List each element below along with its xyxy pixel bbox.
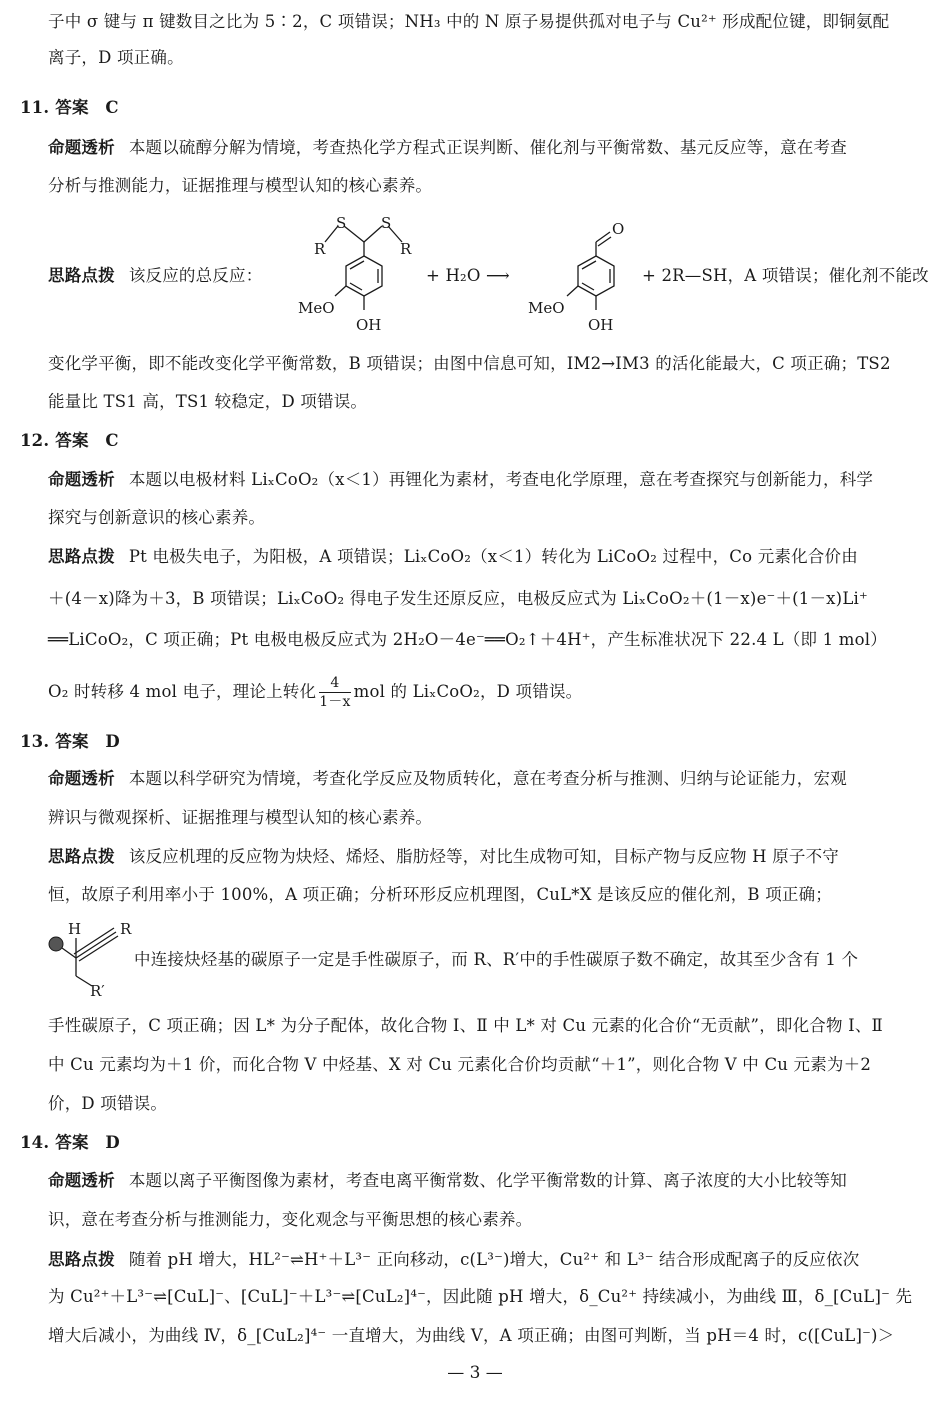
text-span: 随着 pH 增大，HL²⁻⇌H⁺＋L³⁻ 正向移动，c(L³⁻)增大，Cu²⁺ 和 L³⁻ 结合形成配离子的反应依次 [128, 1250, 860, 1269]
q14-hint [48, 1248, 928, 1272]
text-line: 恒，故原子利用率小于 100%，A 项正确；分析环形反应机理图，CuL*X 是该反应的催化剂，B 项正确； [48, 885, 832, 904]
page-number: — 3 — [447, 1363, 503, 1383]
fraction-numerator: 4 [319, 674, 350, 693]
text-line: 探究与创新意识的核心素养。 [48, 508, 266, 527]
q11-answer: 11. 答案 C [20, 98, 119, 117]
text-span: 本题以离子平衡图像为素材，考查电离平衡常数、化学平衡常数的计算、离子浓度的大小比较等知 [128, 1171, 847, 1190]
text-span: 该反应的总反应： [128, 266, 263, 285]
q12-fraction-line [48, 674, 928, 711]
r-label: R [120, 920, 132, 938]
reactant-structure [290, 212, 420, 336]
text-line: 分析与推测能力，证据推理与模型认知的核心素养。 [48, 176, 433, 195]
hydroxyl-label: OH [356, 316, 382, 334]
hint-label: 思路点拨 [48, 847, 115, 866]
intent-label: 命题透析 [48, 1171, 115, 1190]
text-line: 能量比 TS1 高，TS1 较稳定，D 项错误。 [48, 392, 368, 411]
hint-label: 思路点拨 [48, 547, 115, 566]
text-line: 变化学平衡，即不能改变化学平衡常数，B 项错误；由图中信息可知，IM2→IM3 的活化能最大，C 项正确；TS2 [48, 354, 891, 373]
text-line: 识，意在考查分析与推测能力，变化观念与平衡思想的核心素养。 [48, 1210, 533, 1229]
oxygen-label: O [612, 220, 625, 238]
text-line: ══LiCoO₂，C 项正确；Pt 电极电极反应式为 2H₂O－4e⁻══O₂↑＋4H⁺，产生标准状况下 22.4 L（即 1 mol） [48, 630, 887, 649]
q13-answer: 13. 答案 D [20, 732, 120, 751]
hint-label: 思路点拨 [48, 266, 115, 285]
text-line: 中连接炔烃基的碳原子一定是手性碳原子，而 R、R′中的手性碳原子数不确定，故其至少含有 1 个 [134, 950, 859, 969]
methoxy-label: MeO [298, 299, 335, 317]
methoxy-label: MeO [528, 299, 565, 317]
q13-intent [48, 767, 928, 791]
text-line: 为 Cu²⁺＋L³⁻⇌[CuL]⁻、[CuL]⁻＋L³⁻⇌[CuL₂]⁴⁻，因此随 pH 增大，δ_Cu²⁺ 持续减小，为曲线 Ⅲ，δ_[CuL]⁻ 先 [48, 1287, 913, 1306]
text-line: 增大后减小，为曲线 Ⅳ，δ_[CuL₂]⁴⁻ 一直增大，为曲线 Ⅴ，A 项正确；由图可判断，当 pH＝4 时，c([CuL]⁻)＞ [48, 1326, 895, 1345]
hint-label: 思路点拨 [48, 1250, 115, 1269]
q14-intent [48, 1169, 928, 1193]
fraction [319, 674, 350, 711]
text-line: + 2R—SH，A 项错误；催化剂不能改 [642, 266, 929, 285]
q11-intent [48, 136, 928, 160]
text-line: 手性碳原子，C 项正确；因 L* 为分子配体，故化合物 Ⅰ、Ⅱ 中 L* 对 Cu 元素的化合价“无贡献”，即化合物 Ⅰ、Ⅱ [48, 1016, 883, 1035]
text-line: 价，D 项错误。 [48, 1094, 168, 1113]
text-line: 辨识与微观探析、证据推理与模型认知的核心素养。 [48, 808, 433, 827]
sulfur-label: S [336, 214, 347, 232]
text-span: 本题以硫醇分解为情境，考查热化学方程式正误判断、催化剂与平衡常数、基元反应等，意在考查 [128, 138, 847, 157]
text-span: 该反应机理的反应物为炔烃、烯烃、脂肪烃等，对比生成物可知，目标产物与反应物 H 原子不守 [128, 847, 839, 866]
text-span: Pt 电极失电子，为阳极，A 项错误；LiₓCoO₂（x＜1）转化为 LiCoO₂ 过程中，Co 元素化合价由 [128, 547, 858, 566]
product-structure [522, 212, 632, 336]
text-span: 本题以科学研究为情境，考查化学反应及物质转化，意在考查分析与推测、归纳与论证能力，宏观 [128, 769, 847, 788]
q12-answer: 12. 答案 C [20, 431, 119, 450]
fraction-denominator: 1－x [319, 694, 351, 710]
text-line: ＋(4－x)降为＋3，B 项错误；LiₓCoO₂ 得电子发生还原反应，电极反应式为 LiₓCoO₂＋(1－x)e⁻＋(1－x)Li⁺ [48, 589, 868, 608]
hydrogen-label: H [68, 920, 82, 938]
q13-hint [48, 845, 928, 869]
q14-answer: 14. 答案 D [20, 1133, 120, 1152]
q12-intent [48, 468, 928, 492]
r-label: R [314, 240, 326, 258]
text-line: 离子，D 项正确。 [48, 48, 184, 67]
sulfur-label: S [381, 214, 392, 232]
text-span: mol 的 LiₓCoO₂，D 项错误。 [353, 682, 583, 701]
r-label: R [400, 240, 412, 258]
intent-label: 命题透析 [48, 470, 115, 489]
text-span: 本题以电极材料 LiₓCoO₂（x＜1）再锂化为素材，考查电化学原理，意在考查探究与创新能力，科学 [128, 470, 874, 489]
text-span: O₂ 时转移 4 mol 电子，理论上转化 [48, 682, 317, 701]
r-prime-label: R′ [90, 982, 105, 1000]
text-line: 子中 σ 键与 π 键数目之比为 5∶2，C 项错误；NH₃ 中的 N 原子易提供孤对电子与 Cu²⁺ 形成配位键，即铜氨配 [48, 12, 890, 31]
water-arrow: + H₂O ⟶ [426, 266, 510, 285]
text-line: 中 Cu 元素均为＋1 价，而化合物 Ⅴ 中烃基、X 对 Cu 元素化合价均贡献“＋1”，则化合物 Ⅴ 中 Cu 元素为＋2 [48, 1055, 872, 1074]
hydroxyl-label: OH [588, 316, 614, 334]
q12-hint [48, 545, 928, 569]
intent-label: 命题透析 [48, 769, 115, 788]
chiral-fragment-structure [46, 916, 138, 1000]
intent-label: 命题透析 [48, 138, 115, 157]
